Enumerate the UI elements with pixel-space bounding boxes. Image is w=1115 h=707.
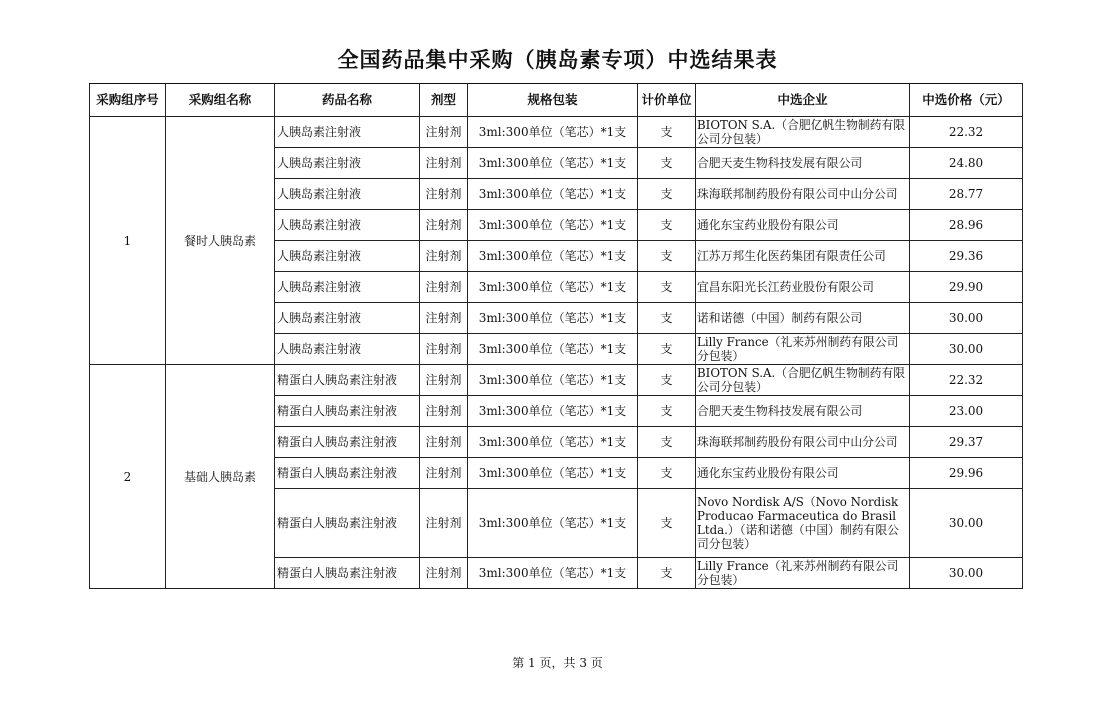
price: 29.36 bbox=[910, 241, 1023, 272]
header-group-no: 采购组序号 bbox=[90, 84, 166, 117]
dosage-form: 注射剂 bbox=[420, 117, 468, 148]
company: 诺和诺德（中国）制药有限公司 bbox=[696, 303, 910, 334]
price: 30.00 bbox=[910, 558, 1023, 589]
drug-name: 精蛋白人胰岛素注射液 bbox=[275, 489, 420, 558]
drug-name: 人胰岛素注射液 bbox=[275, 179, 420, 210]
dosage-form: 注射剂 bbox=[420, 179, 468, 210]
spec: 3ml:300单位（笔芯）*1支 bbox=[468, 489, 638, 558]
unit: 支 bbox=[638, 210, 696, 241]
unit: 支 bbox=[638, 427, 696, 458]
price: 24.80 bbox=[910, 148, 1023, 179]
drug-name: 人胰岛素注射液 bbox=[275, 334, 420, 365]
price: 23.00 bbox=[910, 396, 1023, 427]
unit: 支 bbox=[638, 241, 696, 272]
drug-name: 人胰岛素注射液 bbox=[275, 241, 420, 272]
company: BIOTON S.A.（合肥亿帆生物制药有限公司分包装） bbox=[696, 365, 910, 396]
spec: 3ml:300单位（笔芯）*1支 bbox=[468, 303, 638, 334]
company: 通化东宝药业股份有限公司 bbox=[696, 458, 910, 489]
table-row bbox=[90, 117, 1023, 148]
header-price: 中选价格（元） bbox=[910, 84, 1023, 117]
dosage-form: 注射剂 bbox=[420, 303, 468, 334]
company: Novo Nordisk A/S（Novo Nordisk Producao Farmaceutica do Brasil Ltda.）（诺和诺德（中国）制药有限公司分包装） bbox=[696, 489, 910, 558]
company: Lilly France（礼来苏州制药有限公司分包装） bbox=[696, 334, 910, 365]
dosage-form: 注射剂 bbox=[420, 334, 468, 365]
price: 29.96 bbox=[910, 458, 1023, 489]
company: 珠海联邦制药股份有限公司中山分公司 bbox=[696, 427, 910, 458]
header-dosage-form: 剂型 bbox=[420, 84, 468, 117]
header-group-name: 采购组名称 bbox=[166, 84, 275, 117]
unit: 支 bbox=[638, 458, 696, 489]
page-title: 全国药品集中采购（胰岛素专项）中选结果表 bbox=[337, 48, 778, 72]
drug-name: 精蛋白人胰岛素注射液 bbox=[275, 458, 420, 489]
table-header-row bbox=[90, 84, 1023, 117]
company: BIOTON S.A.（合肥亿帆生物制药有限公司分包装） bbox=[696, 117, 910, 148]
dosage-form: 注射剂 bbox=[420, 558, 468, 589]
price: 28.96 bbox=[910, 210, 1023, 241]
price: 30.00 bbox=[910, 303, 1023, 334]
price: 29.90 bbox=[910, 272, 1023, 303]
spec: 3ml:300单位（笔芯）*1支 bbox=[468, 272, 638, 303]
company: 通化东宝药业股份有限公司 bbox=[696, 210, 910, 241]
group-name: 餐时人胰岛素 bbox=[166, 117, 275, 365]
spec: 3ml:300单位（笔芯）*1支 bbox=[468, 427, 638, 458]
unit: 支 bbox=[638, 303, 696, 334]
spec: 3ml:300单位（笔芯）*1支 bbox=[468, 210, 638, 241]
drug-name: 人胰岛素注射液 bbox=[275, 117, 420, 148]
header-company: 中选企业 bbox=[696, 84, 910, 117]
group-number: 1 bbox=[90, 117, 166, 365]
unit: 支 bbox=[638, 148, 696, 179]
drug-name: 人胰岛素注射液 bbox=[275, 148, 420, 179]
company: 宜昌东阳光长江药业股份有限公司 bbox=[696, 272, 910, 303]
company: 合肥天麦生物科技发展有限公司 bbox=[696, 148, 910, 179]
drug-name: 精蛋白人胰岛素注射液 bbox=[275, 396, 420, 427]
dosage-form: 注射剂 bbox=[420, 458, 468, 489]
group-name: 基础人胰岛素 bbox=[166, 365, 275, 589]
header-spec: 规格包装 bbox=[468, 84, 638, 117]
dosage-form: 注射剂 bbox=[420, 148, 468, 179]
price: 28.77 bbox=[910, 179, 1023, 210]
spec: 3ml:300单位（笔芯）*1支 bbox=[468, 334, 638, 365]
spec: 3ml:300单位（笔芯）*1支 bbox=[468, 558, 638, 589]
drug-name: 精蛋白人胰岛素注射液 bbox=[275, 427, 420, 458]
group-number: 2 bbox=[90, 365, 166, 589]
results-table bbox=[89, 83, 1023, 589]
unit: 支 bbox=[638, 272, 696, 303]
unit: 支 bbox=[638, 334, 696, 365]
header-drug-name: 药品名称 bbox=[275, 84, 420, 117]
dosage-form: 注射剂 bbox=[420, 396, 468, 427]
price: 22.32 bbox=[910, 365, 1023, 396]
unit: 支 bbox=[638, 396, 696, 427]
company: Lilly France（礼来苏州制药有限公司分包装） bbox=[696, 558, 910, 589]
drug-name: 人胰岛素注射液 bbox=[275, 210, 420, 241]
dosage-form: 注射剂 bbox=[420, 272, 468, 303]
unit: 支 bbox=[638, 489, 696, 558]
table-row bbox=[90, 365, 1023, 396]
dosage-form: 注射剂 bbox=[420, 427, 468, 458]
dosage-form: 注射剂 bbox=[420, 489, 468, 558]
spec: 3ml:300单位（笔芯）*1支 bbox=[468, 148, 638, 179]
price: 29.37 bbox=[910, 427, 1023, 458]
drug-name: 人胰岛素注射液 bbox=[275, 303, 420, 334]
unit: 支 bbox=[638, 117, 696, 148]
unit: 支 bbox=[638, 558, 696, 589]
header-unit: 计价单位 bbox=[638, 84, 696, 117]
spec: 3ml:300单位（笔芯）*1支 bbox=[468, 458, 638, 489]
dosage-form: 注射剂 bbox=[420, 241, 468, 272]
drug-name: 精蛋白人胰岛素注射液 bbox=[275, 365, 420, 396]
dosage-form: 注射剂 bbox=[420, 365, 468, 396]
price: 30.00 bbox=[910, 489, 1023, 558]
spec: 3ml:300单位（笔芯）*1支 bbox=[468, 117, 638, 148]
company: 江苏万邦生化医药集团有限责任公司 bbox=[696, 241, 910, 272]
dosage-form: 注射剂 bbox=[420, 210, 468, 241]
company: 合肥天麦生物科技发展有限公司 bbox=[696, 396, 910, 427]
price: 22.32 bbox=[910, 117, 1023, 148]
company: 珠海联邦制药股份有限公司中山分公司 bbox=[696, 179, 910, 210]
drug-name: 人胰岛素注射液 bbox=[275, 272, 420, 303]
price: 30.00 bbox=[910, 334, 1023, 365]
spec: 3ml:300单位（笔芯）*1支 bbox=[468, 365, 638, 396]
spec: 3ml:300单位（笔芯）*1支 bbox=[468, 241, 638, 272]
page-footer: 第 1 页，共 3 页 bbox=[512, 656, 603, 670]
drug-name: 精蛋白人胰岛素注射液 bbox=[275, 558, 420, 589]
spec: 3ml:300单位（笔芯）*1支 bbox=[468, 396, 638, 427]
unit: 支 bbox=[638, 179, 696, 210]
spec: 3ml:300单位（笔芯）*1支 bbox=[468, 179, 638, 210]
unit: 支 bbox=[638, 365, 696, 396]
